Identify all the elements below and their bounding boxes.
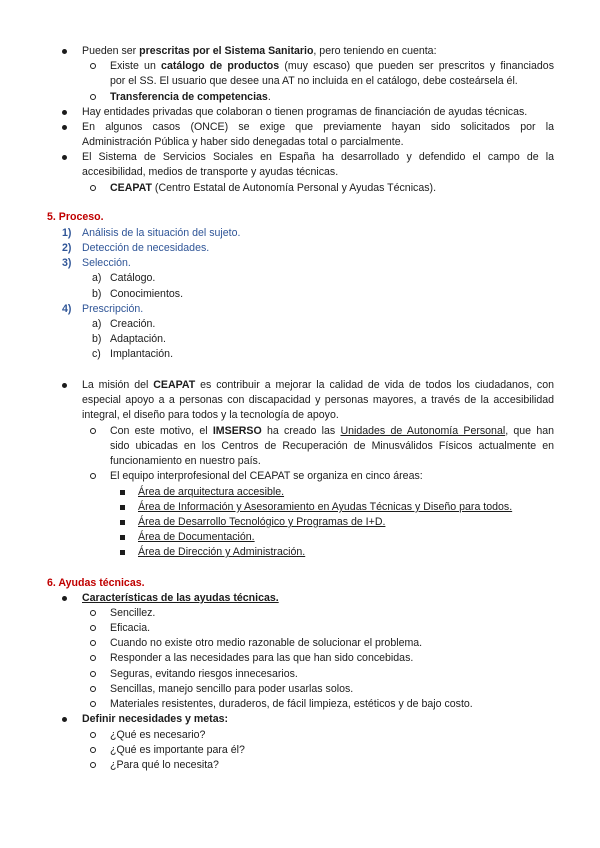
bullet-square-icon xyxy=(120,520,125,525)
bullet-circle-icon xyxy=(90,63,96,69)
sub-step-letter: a) xyxy=(92,272,102,284)
item-text: La misión del CEAPAT es contribuir a mejorar la calidad de vida de todos los ciudadanos, con xyxy=(82,379,554,391)
sub-step-item xyxy=(0,347,600,363)
bullet-dot-icon xyxy=(62,49,67,54)
area-link[interactable]: Área de Dirección y Administración. xyxy=(138,546,306,558)
sub-step-item xyxy=(0,271,600,287)
subsection-title: Definir necesidades y metas: xyxy=(82,713,229,725)
bullet-circle-icon xyxy=(90,686,96,692)
section-heading xyxy=(0,576,600,592)
step-item xyxy=(0,302,600,318)
step-label: Detección de necesidades. xyxy=(82,242,210,254)
bullet-circle-icon xyxy=(90,94,96,100)
subsection-title: Características de las ayudas técnicas. xyxy=(82,592,279,604)
list-item xyxy=(0,90,600,106)
list-item xyxy=(0,606,600,622)
item-text: ¿Qué es importante para él? xyxy=(110,744,245,756)
sub-step-label: Conocimientos. xyxy=(110,288,184,300)
item-text: sido ubicadas en los Centros de Recuperación de Minusválidos Físicos actualmente en xyxy=(110,440,554,452)
bullet-circle-icon xyxy=(90,185,96,191)
item-text: Existe un catálogo de productos (muy escaso) que pueden ser prescritos y financiados xyxy=(110,60,554,72)
item-text: especial apoyo a a personas con discapacidad y personas mayores, a través de la accesibilidad xyxy=(82,394,554,406)
bullet-dot-icon xyxy=(62,125,67,130)
item-text: Hay entidades privadas que colaboran o tienen programas de financiación de ayudas técnicas. xyxy=(82,106,528,118)
area-item xyxy=(0,515,600,531)
sub-step-letter: c) xyxy=(92,348,101,360)
bullet-dot-icon xyxy=(62,155,67,160)
item-text: Seguras, evitando riesgos innecesarios. xyxy=(110,668,298,680)
step-number: 4) xyxy=(62,303,72,315)
list-item xyxy=(0,651,600,667)
item-text: ¿Para qué lo necesita? xyxy=(110,759,219,771)
list-item xyxy=(0,712,600,728)
sub-step-item xyxy=(0,317,600,333)
bullet-circle-icon xyxy=(90,473,96,479)
step-item xyxy=(0,256,600,272)
list-item xyxy=(0,728,600,744)
list-item xyxy=(0,758,600,774)
sub-step-label: Implantación. xyxy=(110,348,174,360)
item-text: Pueden ser prescritas por el Sistema Sanitario, pero teniendo en cuenta: xyxy=(82,45,437,57)
list-item xyxy=(0,591,600,607)
sub-step-letter: b) xyxy=(92,288,102,300)
item-text: Cuando no existe otro medio razonable de solucionar el problema. xyxy=(110,637,423,649)
list-item xyxy=(0,743,600,759)
item-text: Sencillas, manejo sencillo para poder usarlas solos. xyxy=(110,683,354,695)
list-item-continuation xyxy=(0,393,600,409)
item-text: Transferencia de competencias. xyxy=(110,91,271,103)
sub-step-item xyxy=(0,287,600,303)
item-text: Con este motivo, el IMSERSO ha creado las Unidades de Autonomía Personal, que han xyxy=(110,425,554,437)
bullet-circle-icon xyxy=(90,701,96,707)
sub-step-letter: b) xyxy=(92,333,102,345)
item-text: integral, el diseño para todos y la tecnología de apoyo. xyxy=(82,409,339,421)
bullet-square-icon xyxy=(120,535,125,540)
list-item-continuation xyxy=(0,439,600,455)
bullet-square-icon xyxy=(120,490,125,495)
list-item xyxy=(0,636,600,652)
bullet-circle-icon xyxy=(90,732,96,738)
step-number: 3) xyxy=(62,257,72,269)
step-item xyxy=(0,241,600,257)
step-number: 2) xyxy=(62,242,72,254)
list-item xyxy=(0,150,600,166)
bullet-square-icon xyxy=(120,505,125,510)
area-link[interactable]: Área de Desarrollo Tecnológico y Programas de I+D. xyxy=(138,516,386,528)
bullet-circle-icon xyxy=(90,655,96,661)
area-item xyxy=(0,485,600,501)
sub-step-label: Adaptación. xyxy=(110,333,166,345)
list-item-continuation xyxy=(0,408,600,424)
area-link[interactable]: Área de Información y Asesoramiento en Ayudas Técnicas y Diseño para todos. xyxy=(138,501,513,513)
item-text: Responder a las necesidades para las que han sido concebidas. xyxy=(110,652,414,664)
sub-step-item xyxy=(0,332,600,348)
bullet-circle-icon xyxy=(90,747,96,753)
bullet-dot-icon xyxy=(62,110,67,115)
list-item xyxy=(0,667,600,683)
list-item xyxy=(0,44,600,60)
list-item-continuation xyxy=(0,74,600,90)
item-text: por el SS. El usuario que desee una AT no incluida en el catálogo, debe costeársela él. xyxy=(110,75,518,87)
area-item xyxy=(0,530,600,546)
item-text: El Sistema de Servicios Sociales en España ha desarrollado y defendido el campo de la xyxy=(82,151,554,163)
section-heading xyxy=(0,210,600,226)
list-item-continuation xyxy=(0,135,600,151)
list-item xyxy=(0,181,600,197)
bullet-circle-icon xyxy=(90,428,96,434)
list-item xyxy=(0,682,600,698)
item-text: accesibilidad, medios de transporte y ayudas técnicas. xyxy=(82,166,339,178)
list-item-continuation xyxy=(0,165,600,181)
section-title: 5. Proceso. xyxy=(47,211,104,223)
sub-step-label: Creación. xyxy=(110,318,156,330)
list-item xyxy=(0,105,600,121)
item-text: ¿Qué es necesario? xyxy=(110,729,206,741)
item-text: Eficacia. xyxy=(110,622,151,634)
step-label: Análisis de la situación del sujeto. xyxy=(82,227,241,239)
list-item xyxy=(0,621,600,637)
area-item xyxy=(0,500,600,516)
bullet-dot-icon xyxy=(62,596,67,601)
item-text: Administración Pública y haber sido denegadas total o parcialmente. xyxy=(82,136,404,148)
link-unidades-autonomia[interactable]: Unidades de Autonomía Personal xyxy=(340,425,506,437)
item-text: CEAPAT (Centro Estatal de Autonomía Personal y Ayudas Técnicas). xyxy=(110,182,437,194)
item-text: En algunos casos (ONCE) se exige que previamente hayan sido solicitados por la xyxy=(82,121,554,133)
step-item xyxy=(0,226,600,242)
sub-step-label: Catálogo. xyxy=(110,272,156,284)
item-text: Sencillez. xyxy=(110,607,156,619)
list-item xyxy=(0,697,600,713)
list-item xyxy=(0,424,600,440)
area-item xyxy=(0,545,600,561)
step-label: Prescripción. xyxy=(82,303,144,315)
list-item xyxy=(0,469,600,485)
bullet-dot-icon xyxy=(62,383,67,388)
list-item-continuation xyxy=(0,454,600,470)
bullet-circle-icon xyxy=(90,640,96,646)
bullet-circle-icon xyxy=(90,762,96,768)
list-item xyxy=(0,378,600,394)
area-link[interactable]: Área de arquitectura accesible. xyxy=(138,486,285,498)
bullet-dot-icon xyxy=(62,717,67,722)
area-link[interactable]: Área de Documentación. xyxy=(138,531,255,543)
bullet-circle-icon xyxy=(90,625,96,631)
sub-step-letter: a) xyxy=(92,318,102,330)
list-item xyxy=(0,120,600,136)
section-title: 6. Ayudas técnicas. xyxy=(47,577,145,589)
bullet-circle-icon xyxy=(90,610,96,616)
item-text: El equipo interprofesional del CEAPAT se organiza en cinco áreas: xyxy=(110,470,423,482)
list-item xyxy=(0,59,600,75)
item-text: funcionamiento en nuestro país. xyxy=(110,455,261,467)
bullet-square-icon xyxy=(120,550,125,555)
item-text: Materiales resistentes, duraderos, de fácil limpieza, estéticos y de bajo costo. xyxy=(110,698,473,710)
step-number: 1) xyxy=(62,227,72,239)
bullet-circle-icon xyxy=(90,671,96,677)
step-label: Selección. xyxy=(82,257,131,269)
